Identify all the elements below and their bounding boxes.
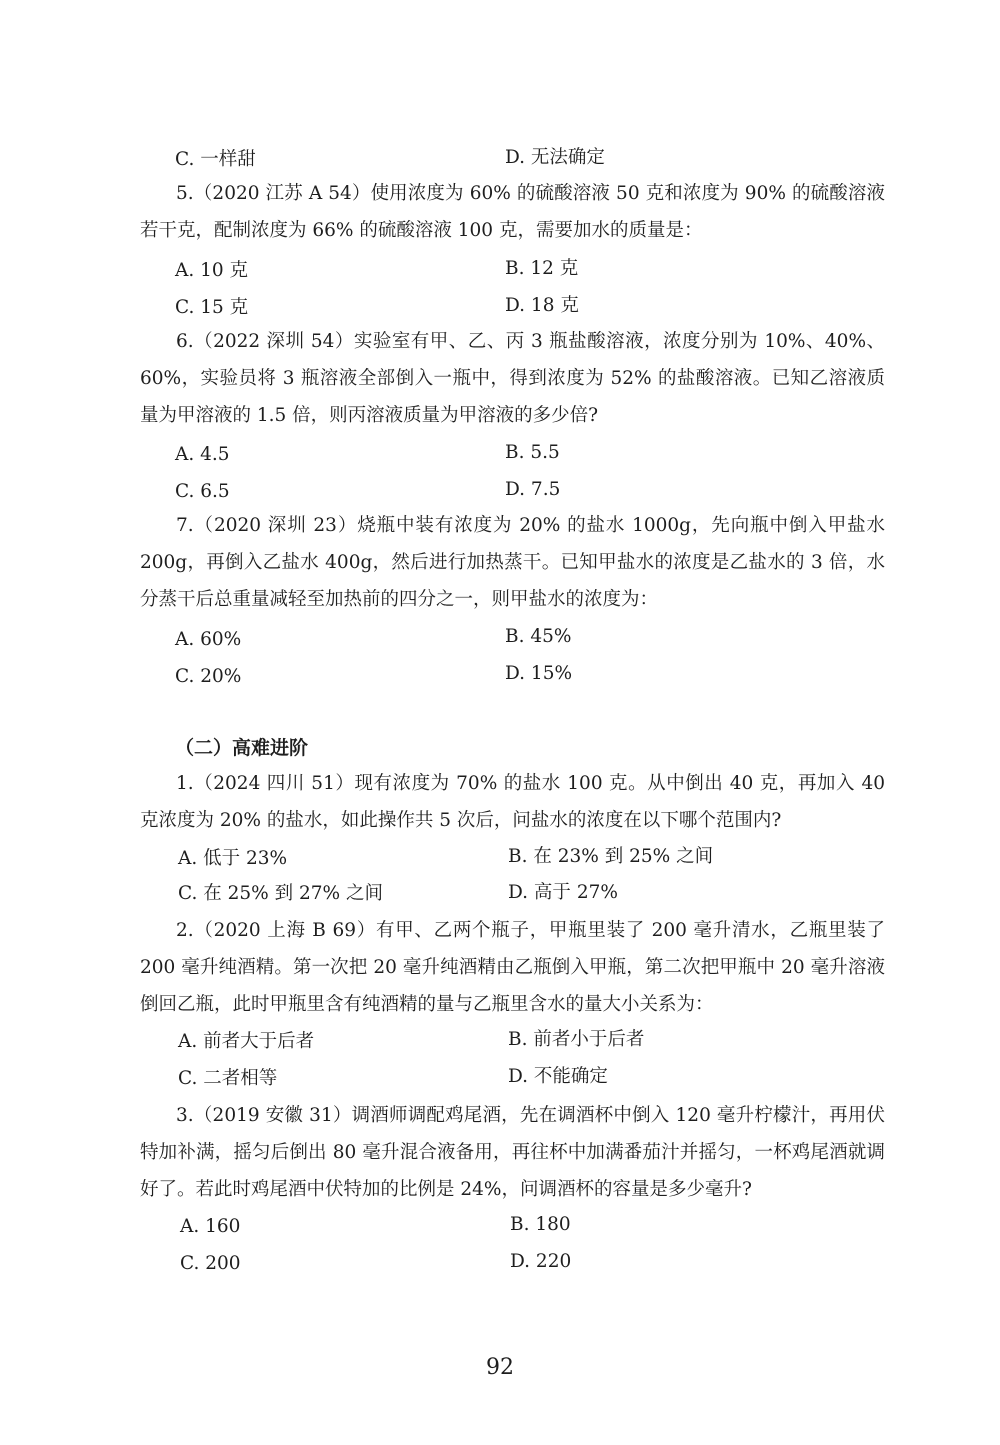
prev-option-d: D. 无法确定 [505,147,605,168]
question-7-option-c: C. 20% [175,666,242,687]
question-7 [140,507,885,618]
page-number: 92 [486,1355,514,1380]
advanced-question-1-option-a: A. 低于 23% [178,848,288,869]
question-7-option-b: B. 45% [505,626,572,647]
question-5-option-b: B. 12 克 [505,258,579,279]
advanced-question-3-option-c: C. 200 [180,1253,241,1274]
advanced-question-1-option-c: C. 在 25% 到 27% 之间 [178,883,384,904]
advanced-question-2-option-a: A. 前者大于后者 [178,1031,315,1052]
advanced-question-2-option-b: B. 前者小于后者 [508,1029,645,1050]
advanced-question-3 [140,1097,885,1208]
question-7-text: 7.（2020 深圳 23）烧瓶中装有浓度为 20% 的盐水 1000g，先向瓶中倒入甲盐水 200g，再倒入乙盐水 400g，然后进行加热蒸干。已知甲盐水的浓度是乙盐水的 3 倍，水分蒸干后总重量减轻至加热前的四分之一，则甲盐水的浓度为： [140,515,885,610]
advanced-question-3-option-b: B. 180 [510,1214,571,1235]
question-6-option-b: B. 5.5 [505,442,560,463]
question-6 [140,323,885,434]
prev-option-c: C. 一样甜 [175,149,256,170]
question-5-option-d: D. 18 克 [505,295,579,316]
advanced-question-1-text: 1.（2024 四川 51）现有浓度为 70% 的盐水 100 克。从中倒出 40 克，再加入 40 克浓度为 20% 的盐水，如此操作共 5 次后，问盐水的浓度在以下哪个范围内? [140,773,885,831]
advanced-question-3-option-a: A. 160 [180,1216,241,1237]
advanced-question-2-option-c: C. 二者相等 [178,1068,278,1089]
advanced-question-1-option-b: B. 在 23% 到 25% 之间 [508,846,714,867]
question-7-option-a: A. 60% [175,629,242,650]
advanced-question-2-option-d: D. 不能确定 [508,1066,608,1087]
question-6-option-a: A. 4.5 [175,444,230,465]
section-heading: （二）高难进阶 [175,737,309,759]
advanced-question-1-option-d: D. 高于 27% [508,882,618,903]
advanced-question-3-text: 3.（2019 安徽 31）调酒师调配鸡尾酒，先在调酒杯中倒入 120 毫升柠檬汁，再用伏特加补满，摇匀后倒出 80 毫升混合液备用，再往杯中加满番茄汁并摇匀，一杯鸡尾酒就调好了。若此时鸡尾酒中伏特加的比例是 24%，问调酒杯的容量是多少毫升? [140,1105,885,1200]
advanced-question-2 [140,912,885,1023]
question-5-option-c: C. 15 克 [175,297,249,318]
advanced-question-3-option-d: D. 220 [510,1251,572,1272]
question-6-option-c: C. 6.5 [175,481,230,502]
question-5-option-a: A. 10 克 [175,260,249,281]
question-7-option-d: D. 15% [505,663,573,684]
question-6-text: 6.（2022 深圳 54）实验室有甲、乙、丙 3 瓶盐酸溶液，浓度分别为 10%、40%、60%，实验员将 3 瓶溶液全部倒入一瓶中，得到浓度为 52% 的盐酸溶液。已知乙溶液质量为甲溶液的 1.5 倍，则丙溶液质量为甲溶液的多少倍? [140,331,885,426]
question-5-text: 5.（2020 江苏 A 54）使用浓度为 60% 的硫酸溶液 50 克和浓度为 90% 的硫酸溶液若干克，配制浓度为 66% 的硫酸溶液 100 克，需要加水的质量是： [140,183,885,241]
question-5 [140,175,885,249]
advanced-question-2-text: 2.（2020 上海 B 69）有甲、乙两个瓶子，甲瓶里装了 200 毫升清水，乙瓶里装了 200 毫升纯酒精。第一次把 20 毫升纯酒精由乙瓶倒入甲瓶，第二次把甲瓶中 20 毫升溶液倒回乙瓶，此时甲瓶里含有纯酒精的量与乙瓶里含水的量大小关系为： [140,920,885,1015]
advanced-question-1 [140,765,885,839]
question-6-option-d: D. 7.5 [505,479,561,500]
